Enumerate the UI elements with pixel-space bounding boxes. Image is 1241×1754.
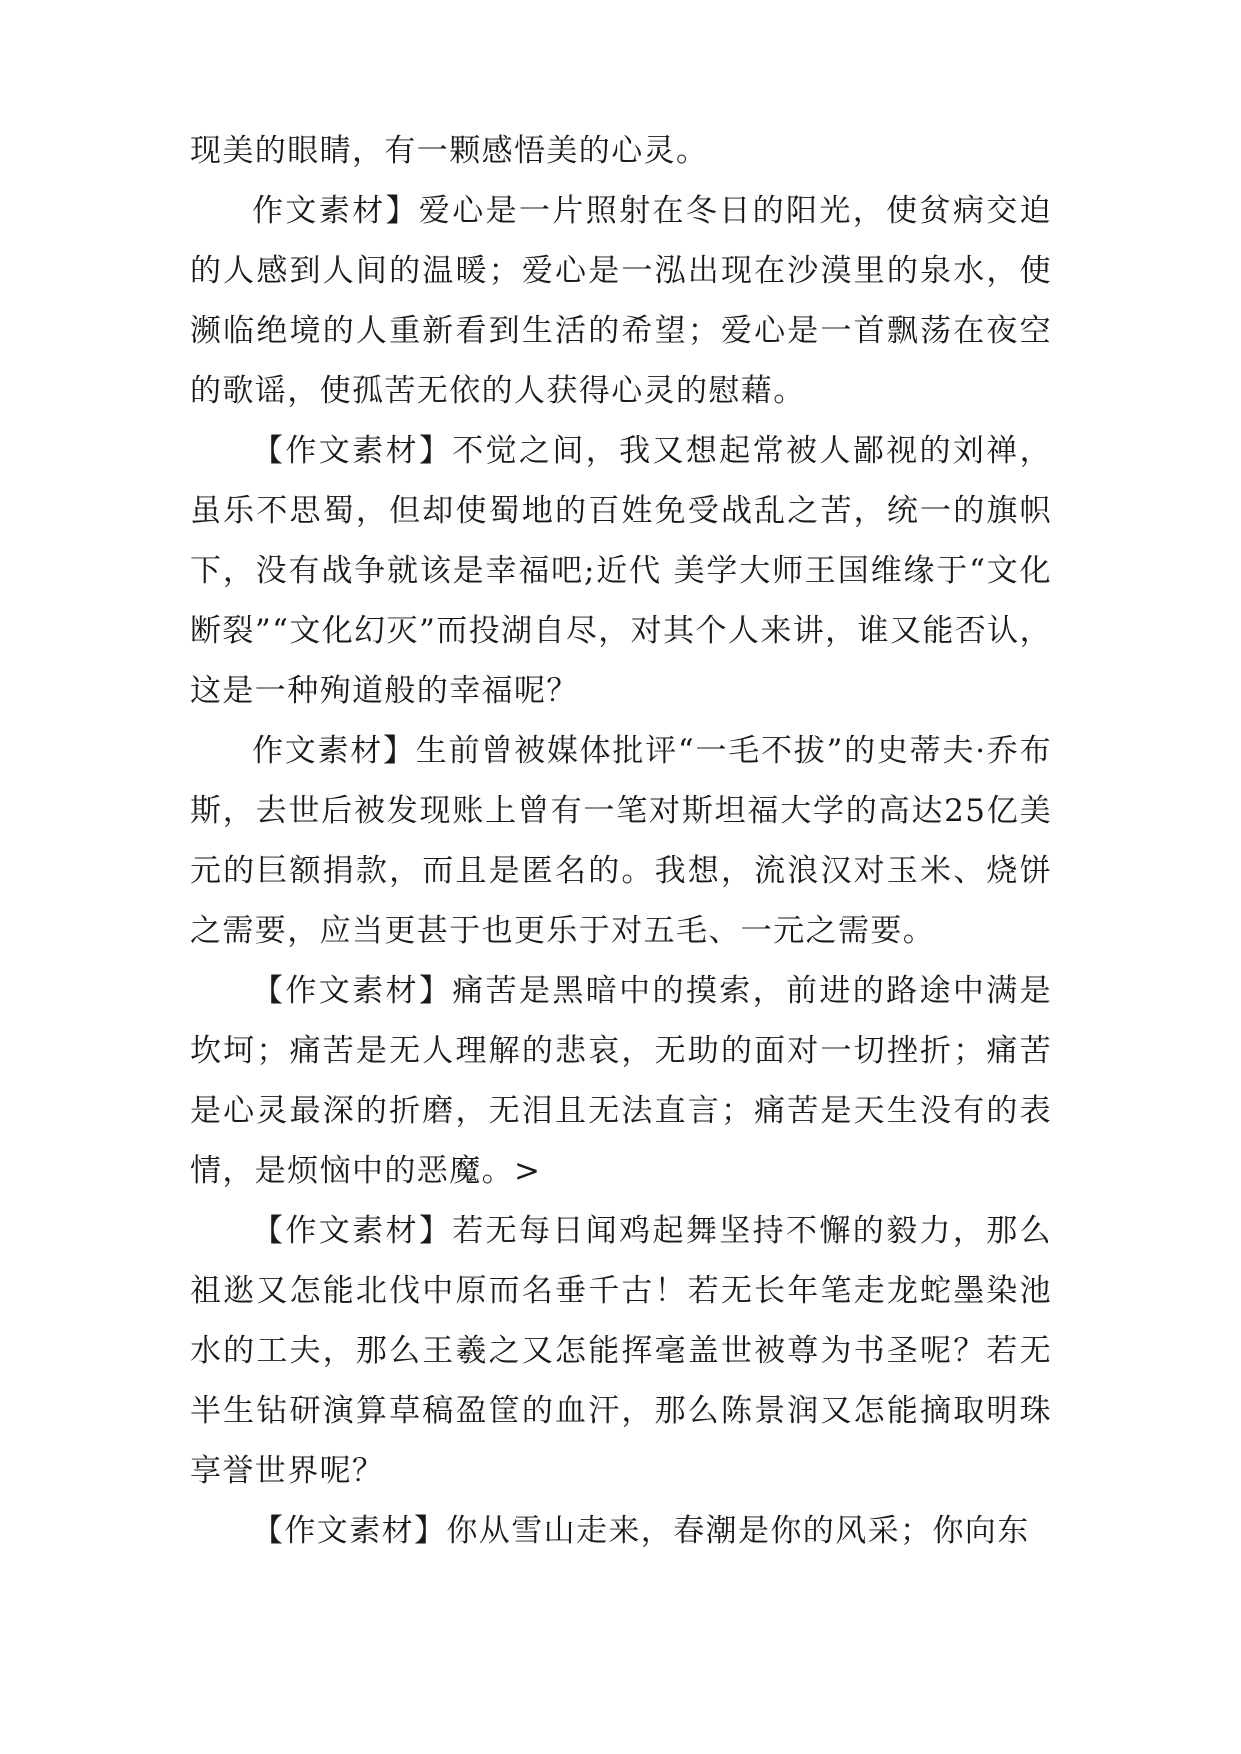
paragraph-continuation: 现美的眼睛，有一颗感悟美的心灵。 [190, 133, 709, 169]
paragraph-love: 作文素材】爱心是一片照射在冬日的阳光，使贫病交迫的人感到人间的温暖；爱心是一泓出现在沙漠里的泉水，使濒临绝境的人重新看到生活的希望；爱心是一首飘荡在夜空的歌谣，使孤苦无依的人获得心灵的慰藉。 [190, 193, 1052, 409]
paragraph-perseverance: 【作文素材】若无每日闻鸡起舞坚持不懈的毅力，那么祖逖又怎能北伐中原而名垂千古！若无长年笔走龙蛇墨染池水的工夫，那么王羲之又怎能挥毫盖世被尊为书圣呢？若无半生钻研演算草稿盈筐的血汗，那么陈景润又怎能摘取明珠享誉世界呢？ [190, 1213, 1052, 1489]
paragraph-jobs: 作文素材】生前曾被媒体批评“一毛不拔”的史蒂夫·乔布斯，去世后被发现账上曾有一笔对斯坦福大学的高达25亿美元的巨额捐款，而且是匿名的。我想，流浪汉对玉米、烧饼之需要，应当更甚于也更乐于对五毛、一元之需要。 [190, 733, 1052, 949]
paragraph-happiness: 【作文素材】不觉之间，我又想起常被人鄙视的刘禅，虽乐不思蜀，但却使蜀地的百姓免受战乱之苦，统一的旗帜下，没有战争就该是幸福吧;近代 美学大师王国维缘于“文化断裂”“文化幻灭”而投湖自尽，对其个人来讲，谁又能否认，这是一种殉道般的幸福呢？ [190, 433, 1052, 709]
paragraph-river: 【作文素材】你从雪山走来，春潮是你的风采；你向东 [252, 1513, 1030, 1549]
paragraph-pain: 【作文素材】痛苦是黑暗中的摸索，前进的路途中满是坎坷；痛苦是无人理解的悲哀，无助的面对一切挫折；痛苦是心灵最深的折磨，无泪且无法直言；痛苦是天生没有的表情，是烦恼中的恶魔。> [190, 973, 1052, 1189]
document-body [190, 121, 1052, 1561]
